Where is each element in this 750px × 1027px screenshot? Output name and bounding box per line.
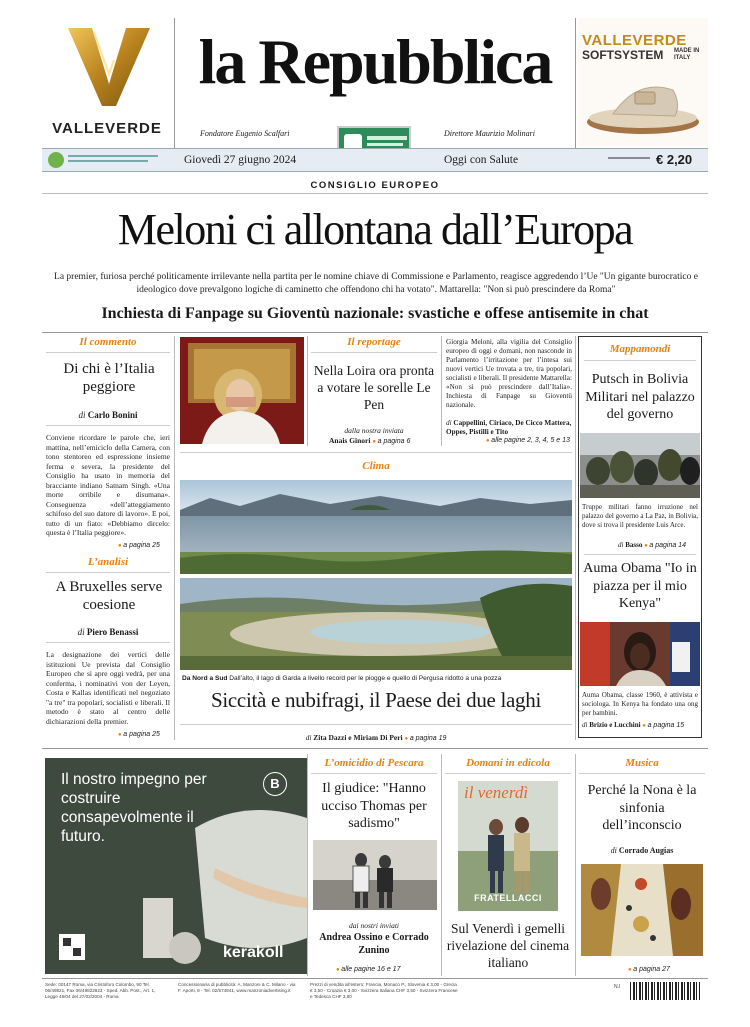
lead-summary: La premier, furiosa perché politicamente irrilevante nella partita per le nomine chiave di Commissione e Parlamento, reagisce aggredendo l’Ue "Un gigante burocratico e ideologico dove prevalgono logiche di caminetto che offendono chi ha votato". Mattarella: "Non si può prescindere da Roma" <box>54 272 698 295</box>
mappamondi-byline: di Basso ● a pagina 14 <box>618 541 686 549</box>
softsystem-label: SOFTSYSTEM <box>582 48 664 62</box>
omicidio-page[interactable]: ● alle pagine 16 e 17 <box>336 966 400 973</box>
pescara-photo <box>313 840 437 910</box>
klimt-photo <box>581 864 703 956</box>
reportage-byline-prefix: dalla nostra inviata <box>344 426 404 435</box>
masthead-title[interactable]: la Repubblica <box>198 26 552 97</box>
meloni-column-byline: di Cappellini, Ciriaco, De Cicco Mattera, Oppes, Pistilli e Tito <box>446 419 572 436</box>
reportage-byline <box>329 436 410 445</box>
footer-col2: Concessionaria di pubblicità: A. Manzoni & C. Milano - via F. Aporti, 8 - Tel. 02/574941, www.manzoniadvertising.it <box>178 982 296 993</box>
omicidio-title[interactable]: Il giudice: "Hanno ucciso Thomas per sadismo" <box>321 781 427 831</box>
kerakoll-ad[interactable] <box>45 758 307 974</box>
analisi-author: Piero Benassi <box>86 627 139 637</box>
reportage-page[interactable]: ● a pagina 6 <box>372 438 410 445</box>
price: € 2,20 <box>656 152 693 167</box>
lake-garda-photo <box>180 480 572 574</box>
mappamondi-title2[interactable]: Auma Obama "Io in piazza per il mio Kenya" <box>583 561 697 611</box>
commento-author: Carlo Bonini <box>87 410 138 420</box>
mappamondi-text2: Auma Obama, classe 1960, è attivista e sociologa. In Kenya ha fondato una ong per bambini. <box>582 691 698 717</box>
barcode <box>630 982 700 1000</box>
clima-caption-bold: Da Nord a Sud <box>182 675 228 682</box>
domani-label: Domani in edicola <box>466 757 550 769</box>
clima-caption: Da Nord a Sud Dall’alto, il lago di Garda a livello record per le piogge e quello di Pergusa ridotto a una pozza <box>182 675 502 682</box>
commento-byline: di Carlo Bonini <box>78 410 138 420</box>
analisi-title[interactable]: A Bruxelles serve coesione <box>55 579 163 613</box>
valleverde-left-brand: VALLEVERDE <box>52 120 162 137</box>
issue-date: Giovedì 27 giugno 2024 <box>184 154 297 166</box>
venerdi-masthead: il venerdì <box>464 783 529 802</box>
date-band <box>42 148 708 172</box>
valleverde-right-brand: VALLEVERDE <box>582 32 687 49</box>
supplement-line[interactable]: Oggi con Salute <box>444 154 519 166</box>
meloni-photo <box>180 337 304 444</box>
b-corp-badge: B <box>263 772 287 796</box>
valleverde-v-logo-icon <box>64 22 154 110</box>
clima-byline: di Zita Dazzi e Miriam Di Peri ● a pagina 19 <box>180 733 572 742</box>
clima-label: Clima <box>362 460 390 472</box>
footer-issue: N.I <box>614 984 621 990</box>
founder-line: Fondatore Eugenio Scalfari <box>200 129 290 138</box>
reportage-label: Il reportage <box>347 336 401 348</box>
meloni-column-authors: Cappellini, Ciriaco, De Cicco Mattera, Oppes, Pistilli e Tito <box>446 419 572 436</box>
commento-label: Il commento <box>79 336 137 348</box>
musica-label: Musica <box>625 757 659 769</box>
bolivia-photo <box>580 433 700 498</box>
clima-headline[interactable]: Siccità e nubifragi, il Paese dei due laghi <box>211 688 541 712</box>
kerakoll-ad-text: Il nostro impegno per costruire consapevolmente il futuro. <box>61 771 207 845</box>
lead-kicker: CONSIGLIO EUROPEO <box>310 180 440 191</box>
reportage-author: Anais Ginori <box>329 436 371 445</box>
made-in-italy-label: MADE IN ITALY <box>674 48 700 61</box>
director-line: Direttore Maurizio Molinari <box>444 129 535 138</box>
omicidio-label: L’omicidio di Pescara <box>324 757 424 769</box>
musica-title[interactable]: Perché la Nona è la sinfonia dell’inconscio <box>587 783 697 833</box>
auma-obama-photo <box>580 622 700 686</box>
musica-page[interactable]: ● a pagina 27 <box>628 966 670 973</box>
mappamondi-authors2: Brizio e Lucchini <box>589 721 641 729</box>
footer-col1: Sede: 00147 Roma, via Cristoforo Colombo, 90 Tel. 06/49821, Fax 06/49822923 - Sped. Abb. Post., Art. 1, Legge 46/04 del 27/02/2004 - Roma <box>45 982 156 999</box>
valleverde-ad-right[interactable] <box>578 18 708 146</box>
meloni-column-text: Giorgia Meloni, alla vigilia del Consiglio europeo di oggi e domani, non nasconde in Parlamento l’irritazione per l’intesa sui nuovi vertici Ue trovata a tre, tra popolari, socialisti e liberali. Il presidente Mattarella: «Non si può prescindere dall’Italia». Inchiesta di Fanpage su Gioventù nazionale. <box>446 338 572 409</box>
venerdi-cover-title: FRATELLACCI <box>474 893 542 903</box>
mappamondi-label: Mappamondi <box>609 343 671 355</box>
kerakoll-logo: kerakoll <box>223 944 284 961</box>
reportage-title[interactable]: Nella Loira ora pronta a votare le sorelle Le Pen <box>313 363 435 412</box>
commento-text: Conviene ricordare le parole che, ieri mattina, nell’emiciclo della Camera, con tono stentoreo ed espressione insieme ferma e severa, la presidente del Consiglio ha usato in memoria del bracciante indiano Satnam Singh. «Una morte orribile e disumana». Conseguenza «dell’atteggiamento schifoso del suo datore di lavoro». E poi, tutto di un fiato: «Debbiamo dircelo: questa è l’Italia peggiore». <box>46 433 170 537</box>
meloni-column-page[interactable]: ● alle pagine 2, 3, 4, 5 e 13 <box>486 437 570 444</box>
analisi-text: La designazione dei vertici delle istituzioni Ue prevista dal Consiglio Europeo che si apre oggi vedrà, per una conferma, i nominativi von der Leyen, Costa e Kallas identificati nel negoziato "a tre" tra popolari, socialisti e liberali. Il metodo è stato al centro delle dichiarazioni della premier. <box>46 650 170 726</box>
lead-headline[interactable]: Meloni ci allontana dall’Europa <box>117 205 633 254</box>
commento-page[interactable]: ● a pagina 25 <box>118 542 160 549</box>
venerdi-cover[interactable] <box>458 781 558 911</box>
lake-pergusa-photo <box>180 578 572 670</box>
mappamondi-page[interactable]: ● a pagina 14 <box>644 542 686 549</box>
recycle-icon <box>48 152 64 168</box>
analisi-page[interactable]: ● a pagina 25 <box>118 731 160 738</box>
mappamondi-text: Truppe militari fanno irruzione nel palazzo del governo a La Paz, in Bolivia, dove si trova il presidente Luis Arce. <box>582 503 698 529</box>
lead-subhead[interactable]: Inchiesta di Fanpage su Gioventù nazionale: svastiche e offese antisemite in chat <box>101 305 649 322</box>
clima-page[interactable]: ● a pagina 19 <box>405 735 447 742</box>
musica-byline: di Corrado Augias <box>610 846 674 855</box>
musica-author: Corrado Augias <box>618 846 674 855</box>
mappamondi-page2[interactable]: ● a pagina 15 <box>642 722 684 729</box>
domani-title[interactable]: Sul Venerdì i gemelli rivelazione del cinema italiano <box>446 921 570 970</box>
mappamondi-title[interactable]: Putsch in Bolivia Militari nel palazzo del governo <box>585 372 695 422</box>
omicidio-byline-prefix: dai nostri inviati <box>348 921 399 930</box>
sandal-image-icon <box>583 70 703 140</box>
mappamondi-author: Basso <box>625 541 643 549</box>
footer-col3: Prezzi di vendita all'estero: Francia, Monaco P., Slovenia € 3,00 - Grecia € 3,50 - Croazia € 3,00 - Svizzera Italiana CHF 3,50 - Svizzera Francese e Tedesca CHF 3,80 <box>310 982 458 999</box>
clima-authors: Zita Dazzi e Miriam Di Peri <box>313 733 403 742</box>
valleverde-ad-left[interactable] <box>42 18 172 140</box>
omicidio-authors: Andrea Ossino e Corrado Zunino <box>319 932 429 956</box>
analisi-byline: di Piero Benassi <box>77 627 139 637</box>
commento-title[interactable]: Di chi è l’Italia peggiore <box>63 361 155 395</box>
mappamondi-byline2: di Brizio e Lucchini ● a pagina 15 <box>582 721 698 729</box>
analisi-label: L’analisi <box>87 556 129 568</box>
